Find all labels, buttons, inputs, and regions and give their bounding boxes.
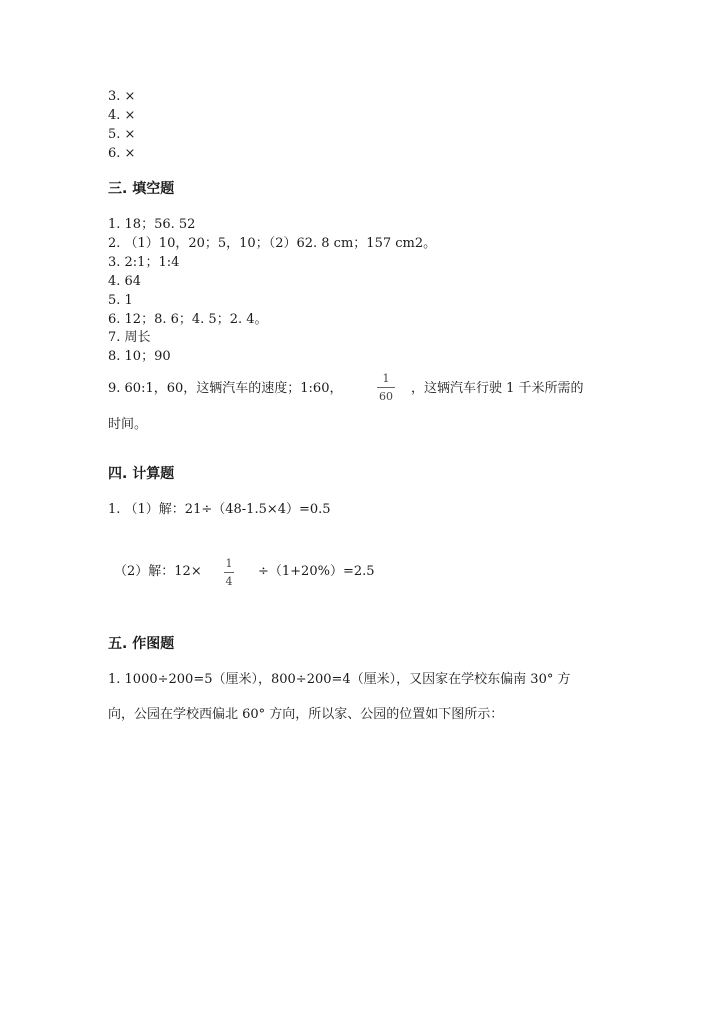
fraction-1-60 bbox=[377, 372, 395, 403]
fill-item-8: 8. 10；90 bbox=[108, 349, 171, 364]
calc-line-2-before: （2）解：12× bbox=[114, 564, 202, 579]
section-title-fill-in: 三. 填空题 bbox=[108, 181, 175, 197]
fill-item-1: 1. 18；56. 52 bbox=[108, 217, 196, 232]
fraction-numerator: 1 bbox=[225, 557, 233, 570]
section-title-calculation: 四. 计算题 bbox=[108, 466, 175, 482]
calc-line-2-after: ÷（1+20%）=2.5 bbox=[258, 564, 375, 579]
fill-item-9-after: ，这辆汽车行驶 1 千米所需的 bbox=[411, 381, 584, 396]
fill-item-3: 3. 2:1；1:4 bbox=[108, 255, 180, 270]
fill-item-7: 7. 周长 bbox=[108, 330, 151, 345]
fraction-bar bbox=[377, 387, 395, 388]
judgement-item-4: 4. × bbox=[108, 108, 136, 123]
drawing-line-2: 向，公园在学校西偏北 60° 方向，所以家、公园的位置如下图所示： bbox=[108, 707, 504, 722]
drawing-line-1: 1. 1000÷200=5（厘米），800÷200=4（厘米），又因家在学校东偏南 30° 方 bbox=[108, 672, 571, 687]
fill-item-6: 6. 12；8. 6；4. 5；2. 4。 bbox=[108, 312, 268, 327]
judgement-item-6: 6. × bbox=[108, 146, 136, 161]
fraction-denominator: 4 bbox=[225, 575, 233, 588]
fraction-1-4 bbox=[224, 557, 234, 588]
fill-item-9-before: 9. 60:1，60，这辆汽车的速度；1:60， bbox=[108, 381, 343, 396]
fill-item-4: 4. 64 bbox=[108, 274, 142, 289]
fill-item-2: 2. （1）10，20；5，10；（2）62. 8 cm；157 cm2。 bbox=[108, 236, 437, 251]
fill-item-9-cont: 时间。 bbox=[108, 417, 148, 432]
calc-line-1: 1. （1）解：21÷（48-1.5×4）=0.5 bbox=[108, 502, 331, 517]
fraction-numerator: 1 bbox=[382, 372, 390, 385]
section-title-drawing: 五. 作图题 bbox=[108, 636, 175, 652]
fill-item-5: 5. 1 bbox=[108, 293, 133, 308]
judgement-item-3: 3. × bbox=[108, 89, 136, 104]
judgement-item-5: 5. × bbox=[108, 127, 136, 142]
fraction-bar bbox=[224, 572, 234, 573]
fraction-denominator: 60 bbox=[379, 390, 393, 403]
